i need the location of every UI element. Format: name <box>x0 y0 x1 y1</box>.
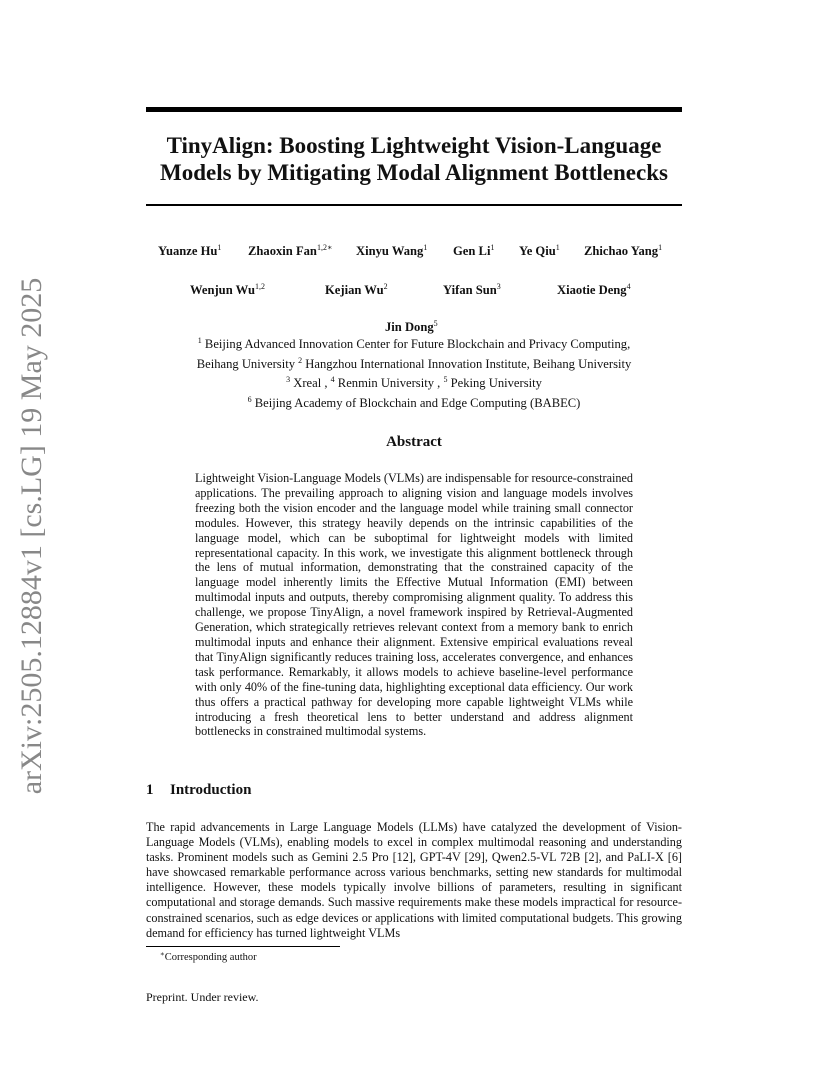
footnote-mark: ∗ <box>160 950 165 958</box>
author: Ye Qiu$^1$ <box>519 243 560 258</box>
author: Wenjun Wu$^{1,2}$ <box>190 282 265 297</box>
author: Gen Li$^1$ <box>453 243 495 258</box>
footnote-text: Corresponding author <box>164 952 257 963</box>
author: Yifan Sun$^3$ <box>443 282 501 297</box>
introduction-paragraph: The rapid advancements in Large Language Models (LLMs) have catalyzed the development of Vision-Language Models (VLMs), enabling models to excel in complex multimodal reasoning and understanding tasks. Prominent models such as Gemini 2.5 Pro [12], GPT-4V [29], Qwen2.5-VL 72B [2], and PaLI-X [6] have showcased remarkable performance across various benchmarks, setting new standards for multimodal intelligence. However, these models typically involve billions of parameters, resulting in significant computational and storage demands. Such massive requirements make these models impractical for resource-constrained scenarios, such as edge devices or applications with limited computational budgets. This growing demand for efficiency has turned lightweight VLMs <box>146 820 682 940</box>
section-number: 1 <box>146 782 154 798</box>
footnote <box>160 950 257 963</box>
author: Xinyu Wang$^1$ <box>356 243 428 258</box>
author: Xiaotie Deng$^4$ <box>557 282 631 297</box>
title-line-2: Models by Mitigating Modal Alignment Bottlenecks <box>160 160 668 185</box>
preprint-note: Preprint. Under review. <box>146 990 259 1004</box>
paper-title <box>146 132 682 186</box>
title-line-1: TinyAlign: Boosting Lightweight Vision-Language <box>166 133 662 158</box>
affiliation-line: Beihang University $^2$ Hangzhou International Innovation Institute, Beihang University <box>196 355 632 371</box>
footnote-rule <box>146 946 340 947</box>
affiliations <box>146 333 682 411</box>
affiliation-line: $^3$ Xreal , $^4$ Renmin University , $^5$ Peking University <box>286 375 542 390</box>
affiliation-line: $^1$ Beijing Advanced Innovation Center for Future Blockchain and Privacy Computing, <box>197 336 631 351</box>
author: Zhichao Yang$^1$ <box>584 243 663 258</box>
author: Zhaoxin Fan$^{1,2∗}$ <box>248 243 333 258</box>
author: Jin Dong$^5$ <box>385 319 438 334</box>
arxiv-stamp <box>10 277 54 795</box>
author: Kejian Wu$^2$ <box>325 282 388 297</box>
title-bottom-rule <box>146 204 682 206</box>
abstract-body: Lightweight Vision-Language Models (VLMs) are indispensable for resource-constrained applications. The prevailing approach to aligning vision and language models involves freezing both the vision encoder and the language model while training small connector modules. However, this strategy heavily depends on the intrinsic capabilities of the language model, which can be suboptimal for lightweight models with limited representational capacity. In this work, we investigate this alignment bottleneck through the lens of mutual information, demonstrating that the constrained capacity of the language model inherently limits the Effective Mutual Information (EMI) between multimodal inputs and outputs, thereby compromising alignment quality. To address this challenge, we propose TinyAlign, a novel framework inspired by Retrieval-Augmented Generation, which strategically retrieves relevant context from a memory bank to enrich multimodal inputs and enhance their alignment. Extensive empirical evaluations reveal that TinyAlign significantly reduces training loss, accelerates convergence, and enhances task performance. Remarkably, it allows models to achieve baseline-level performance with only 40% of the fine-tuning data, highlighting exceptional data efficiency. Our work thus offers a practical pathway for developing more capable lightweight VLMs while introducing a fresh theoretical lens to better understand and address alignment bottlenecks in constrained multimodal systems. <box>195 471 634 739</box>
title-top-rule <box>146 107 682 112</box>
abstract-heading: Abstract <box>386 434 442 450</box>
affiliation-line: $^6$ Beijing Academy of Blockchain and Edge Computing (BABEC) <box>247 394 581 410</box>
section-title: Introduction <box>170 782 252 798</box>
arxiv-id: arXiv:2505.12884v1 [cs.LG] 19 May 2025 <box>15 277 48 795</box>
section-heading <box>146 782 251 799</box>
author: Yuanze Hu$^1$ <box>158 243 222 258</box>
